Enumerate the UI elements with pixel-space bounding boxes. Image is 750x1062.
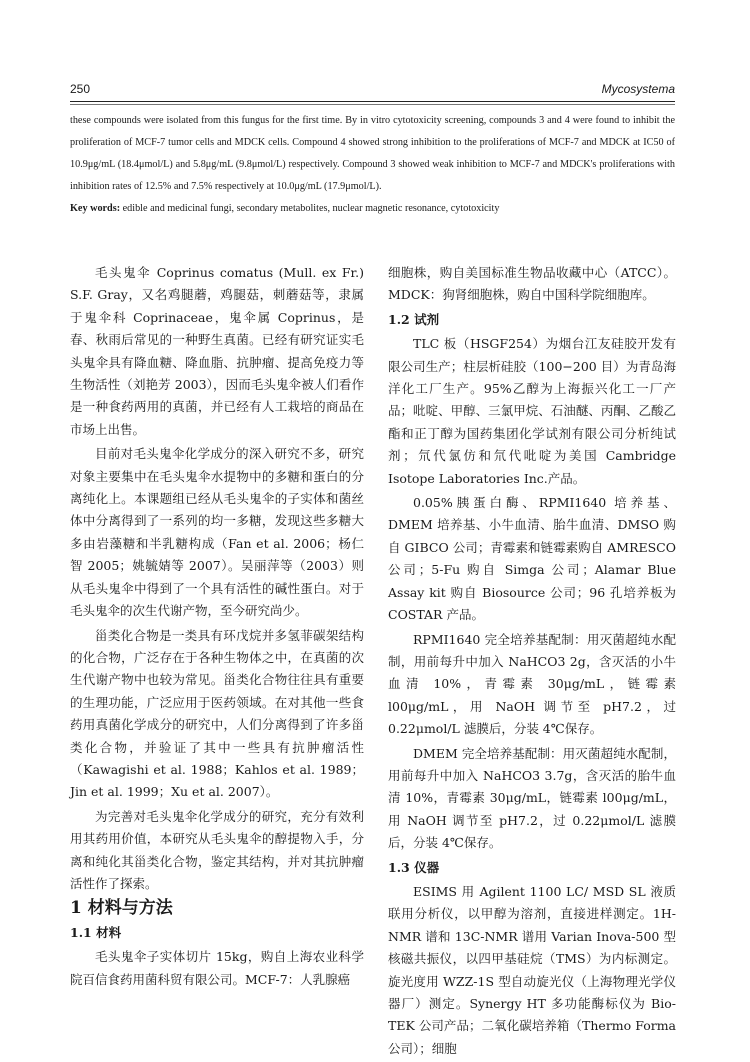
- intro-paragraph-4: 为完善对毛头鬼伞化学成分的研究，充分有效利用其药用价值，本研究从毛头鬼伞的醇提物入手，分离和纯化其甾类化合物，鉴定其结构，并对其抗肿瘤活性作了探索。: [70, 808, 364, 891]
- left-column: [70, 262, 364, 993]
- materials-continuation: 细胞株，购自美国标准生物品收藏中心（ATCC）。MDCK：狗肾细胞株，购自中国科学院细胞库。: [388, 265, 676, 303]
- keywords: [70, 198, 675, 220]
- english-abstract: [70, 110, 675, 220]
- reagents-paragraph-1: TLC 板（HSGF254）为烟台江友硅胶开发有限公司生产；柱层析硅胶（100−200 目）为青岛海洋化工厂生产。95%乙醇为上海振兴化工一厂产品；吡啶、甲醇、三氯甲烷、石油醚、丙酮、乙酸乙酯和正丁醇为国药集团化学试剂有限公司分析纯试剂；氘代氯仿和氘代吡啶为美国 Cambridge Isotope Laboratories Inc.产品。: [388, 336, 676, 486]
- running-header: [70, 82, 675, 100]
- section-heading-methods: 1 材料与方法: [70, 898, 173, 919]
- abstract-text: these compounds were isolated from this fungus for the first time. By in vitro cytotoxicity screening, compounds 3 and 4 were found to inhibit the proliferation of MCF-7 tumor cells and MDCK cells. Compound 4 showed strong inhibition to the proliferations of MCF-7 and MDCK at IC50 of 10.9μg/mL (18.4μmol/L) and 5.8μg/mL (9.8μmol/L) respectively. Compound 3 showed weak inhibition to MCF-7 and MDCK's proliferations with inhibition rates of 12.5% and 7.5% respectively at 10.0μg/mL (17.9μmol/L).: [70, 115, 675, 192]
- intro-paragraph-3: 甾类化合物是一类具有环戊烷并多氢菲碳架结构的化合物，广泛存在于各种生物体之中，在真菌的次生代谢产物中也较为常见。甾类化合物往往具有重要的生理功能，广泛应用于医药领域。在对其他一些食药用真菌化学成分的研究中，人们分离得到了许多甾类化合物，并验证了其中一些具有抗肿瘤活性（Kawagishi et al. 1988；Kahlos et al. 1989；Jin et al. 1999；Xu et al. 2007）。: [70, 627, 364, 800]
- subsection-heading-materials: 1.1 材料: [70, 924, 122, 940]
- subsection-heading-reagents: 1.2 试剂: [388, 311, 440, 327]
- materials-paragraph: 毛头鬼伞子实体切片 15kg，购自上海农业科学院百信食药用菌科贸有限公司。MCF-7：人乳腺癌: [70, 949, 364, 987]
- right-column: [388, 262, 676, 1062]
- keywords-label: Key words:: [70, 203, 121, 214]
- header-rule-thin: [70, 104, 675, 105]
- intro-paragraph-2: 目前对毛头鬼伞化学成分的深入研究不多，研究对象主要集中在毛头鬼伞水提物中的多糖和蛋白的分离纯化上。本课题组已经从毛头鬼伞的子实体和菌丝体中分离得到了一系列的均一多糖，发现这些多糖大多由岩藻糖和半乳糖构成（Fan et al. 2006；杨仁智 2005；姚毓婧等 2007）。吴丽萍等（2003）则从毛头鬼伞中得到了一个具有活性的碱性蛋白。对于毛头鬼伞的次生代谢产物，至今研究尚少。: [70, 446, 364, 619]
- intro-paragraph-1: 毛头鬼伞 Coprinus comatus (Mull. ex Fr.) S.F. Gray，又名鸡腿蘑，鸡腿菇，刺蘑菇等，隶属于鬼伞科 Coprinaceae，鬼伞属 Coprinus，是春、秋雨后常见的一种野生真菌。已经有研究证实毛头鬼伞具有降血糖、降血脂、抗肿瘤、提高免疫力等生物活性（刘艳芳 2003），因而毛头鬼伞被人们看作是一种食药两用的真菌，并已经有人工栽培的商品在市场上出售。: [70, 265, 364, 437]
- journal-name: Mycosystema: [601, 82, 675, 96]
- page-number: 250: [70, 82, 91, 96]
- rpmi-medium-paragraph: RPMI1640 完全培养基配制：用灭菌超纯水配制，用前每升中加入 NaHCO3 2g，含灭活的小牛血清 10%，青霉素 30μg/mL，链霉素 l00μg/mL，用 NaOH 调节至 pH7.2，过 0.22μmol/L 滤膜后，分装 4℃保存。: [388, 631, 676, 737]
- header-rule: [70, 101, 675, 102]
- instruments-paragraph: ESIMS 用 Agilent 1100 LC/ MSD SL 液质联用分析仪，以甲醇为溶剂，直接进样测定。1H-NMR 谱和 13C-NMR 谱用 Varian Inova-500 型核磁共振仪，以四甲基硅烷（TMS）为内标测定。旋光度用 WZZ-1S 型自动旋光仪（上海物理光学仪器厂）测定。Synergy HT 多功能酶标仪为 Bio-TEK 公司产品；二氧化碳培养箱（Thermo Forma 公司）；细胞: [388, 883, 676, 1056]
- dmem-medium-paragraph: DMEM 完全培养基配制：用灭菌超纯水配制，用前每升中加入 NaHCO3 3.7g，含灭活的胎牛血清 10%，青霉素 30μg/mL，链霉素 l00μg/mL，用 NaOH 调节至 pH7.2，过 0.22μmol/L 滤膜后，分装 4℃保存。: [388, 745, 676, 851]
- reagents-paragraph-2: 0.05%胰蛋白酶、RPMI1640 培养基、DMEM 培养基、小牛血清、胎牛血清、DMSO 购自 GIBCO 公司；青霉素和链霉素购自 AMRESCO 公司；5-Fu 购自 Simga 公司；Alamar Blue Assay kit 购自 Biosource 公司；96 孔培养板为 COSTAR 产品。: [388, 495, 676, 623]
- keywords-text: edible and medicinal fungi, secondary metabolites, nuclear magnetic resonance, cytotoxicity: [122, 203, 500, 214]
- subsection-heading-instruments: 1.3 仪器: [388, 859, 440, 875]
